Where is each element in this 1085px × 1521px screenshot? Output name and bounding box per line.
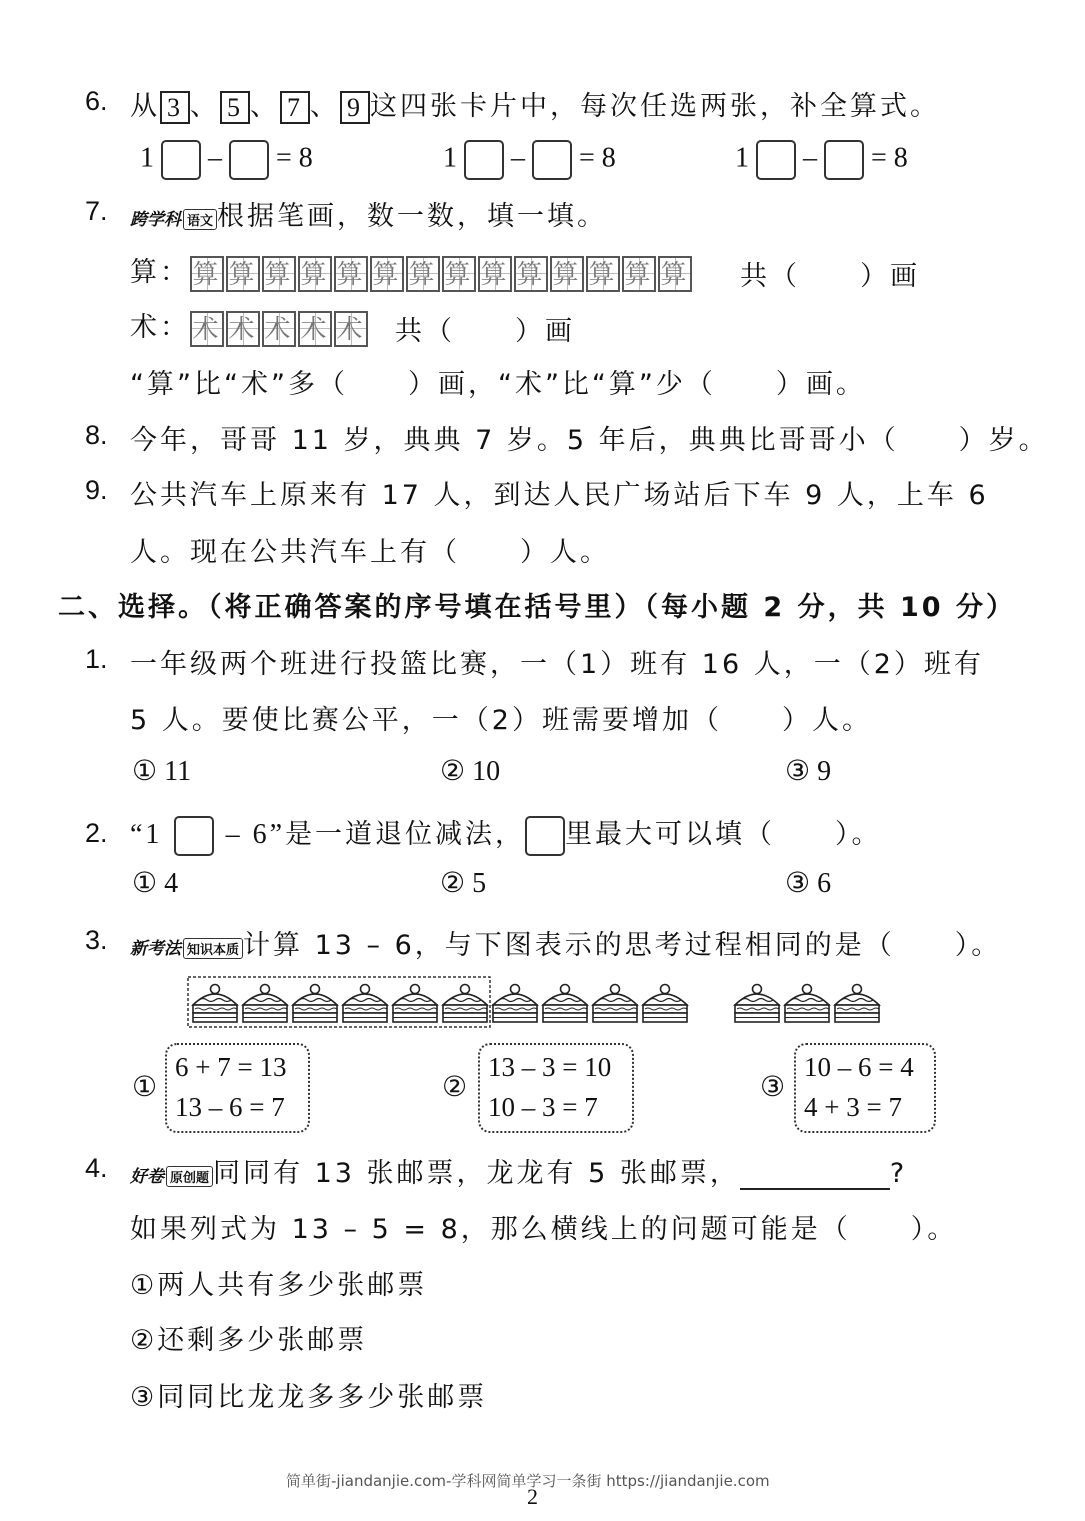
card-separator: 、 [310, 91, 340, 122]
stroke-order-box: 算 [478, 256, 512, 292]
c3-mark-3: ③ [760, 1072, 786, 1103]
card-separator: 、 [250, 91, 280, 122]
c1-option-1[interactable]: ① 11 [132, 756, 192, 787]
answer-box[interactable] [464, 140, 504, 180]
c3-number: 3. [85, 925, 108, 955]
q6-number: 6. [85, 86, 108, 116]
cake-icon [343, 985, 387, 1023]
answer-box[interactable] [229, 140, 269, 180]
watermark-text: 简单街-jiandanjie.com-学科网简单学习一条街 https://jiandanjie.com [286, 1472, 770, 1490]
option-line: 10 – 6 = 4 [804, 1052, 914, 1082]
c4-option-1[interactable]: ①两人共有多少张邮票 [130, 1270, 428, 1301]
stroke-order-box: 算 [262, 256, 296, 292]
c2-number: 2. [85, 818, 108, 848]
c4-option-2[interactable]: ②还剩多少张邮票 [130, 1325, 368, 1356]
stroke-order-box: 算 [442, 256, 476, 292]
eq-prefix: 1 [443, 142, 457, 174]
q8-text: 今年，哥哥 11 岁，典典 7 岁。5 年后，典典比哥哥小（ ）岁。 [130, 425, 1049, 456]
c2-quote-open: “1 [130, 819, 163, 850]
suan-stroke-sequence [190, 257, 694, 288]
cake-icon [735, 985, 779, 1023]
eq-prefix: 1 [140, 142, 154, 174]
section-title: 二、选择。（将正确答案的序号填在括号里）（每小题 2 分，共 10 分） [58, 592, 1016, 623]
c3-text: 计算 13 – 6，与下图表示的思考过程相同的是（ ）。 [243, 930, 1002, 961]
stroke-order-box: 术 [190, 311, 224, 347]
cake-illustration [185, 975, 885, 1030]
option-line: 4 + 3 = 7 [804, 1092, 902, 1122]
q9-number: 9. [85, 475, 108, 505]
q7-question [130, 194, 607, 233]
stroke-order-box: 算 [370, 256, 404, 292]
stroke-order-box: 算 [550, 256, 584, 292]
c2-option-1[interactable]: ① 4 [132, 868, 179, 899]
card-3: 3 [160, 91, 190, 124]
stroke-order-box: 术 [226, 311, 260, 347]
cake-icon [443, 985, 487, 1023]
c3-mark-1: ① [132, 1072, 158, 1103]
c2-text-end: 里最大可以填（ ）。 [565, 819, 882, 850]
suan-label: 算： [130, 257, 190, 288]
c1-option-3[interactable]: ③ 9 [785, 756, 832, 787]
shu-label: 术： [130, 312, 190, 343]
q6-equation-2 [443, 140, 616, 180]
c4-number: 4. [85, 1153, 108, 1183]
cake-icon [493, 985, 537, 1023]
c3-mark-2: ② [442, 1072, 468, 1103]
c3-option-1[interactable] [165, 1043, 310, 1133]
answer-blank-line[interactable] [740, 1164, 890, 1190]
answer-box[interactable] [525, 816, 565, 856]
c1-option-2[interactable]: ② 10 [440, 756, 501, 787]
stroke-order-box: 术 [262, 311, 296, 347]
c2-option-2[interactable]: ② 5 [440, 868, 487, 899]
stroke-order-box: 算 [334, 256, 368, 292]
stroke-order-box: 术 [298, 311, 332, 347]
eq-result: = 8 [579, 142, 616, 174]
cake-icon [543, 985, 587, 1023]
c4-line-2: 如果列式为 13 – 5 = 8，那么横线上的问题可能是（ ）。 [130, 1214, 958, 1245]
eq-result: = 8 [871, 142, 908, 174]
c3-option-2[interactable] [478, 1043, 634, 1133]
stroke-order-box: 算 [406, 256, 440, 292]
stroke-order-box: 算 [226, 256, 260, 292]
q9-line-1: 公共汽车上原来有 17 人，到达人民广场站后下车 9 人，上车 6 [130, 480, 989, 511]
original-question-tag: 好卷 原创题 [130, 1162, 213, 1187]
c4-question-mark: ? [889, 1158, 908, 1189]
cake-icon [293, 985, 337, 1023]
c1-number: 1. [85, 644, 108, 674]
q7-number: 7. [85, 196, 108, 226]
page-number: 2 [527, 1484, 538, 1509]
answer-box[interactable] [161, 140, 201, 180]
q7-text: 根据笔画，数一数，填一填。 [217, 201, 608, 232]
shu-count: 共（ ）画 [395, 316, 575, 347]
answer-box[interactable] [824, 140, 864, 180]
suan-row [130, 250, 694, 292]
c3-option-3[interactable] [794, 1043, 936, 1133]
subject-tag: 跨学科 语文 [130, 205, 217, 230]
stroke-order-box: 术 [334, 311, 368, 347]
q8-number: 8. [85, 420, 108, 450]
c2-quote-close: – 6” [225, 819, 286, 850]
option-line: 6 + 7 = 13 [175, 1052, 287, 1082]
q6-text-before: 从 [130, 91, 160, 122]
cake-icon [393, 985, 437, 1023]
eq-minus: – [208, 142, 222, 174]
cake-icon [785, 985, 829, 1023]
stroke-order-box: 算 [658, 256, 692, 292]
stroke-order-box: 算 [298, 256, 332, 292]
eq-minus: – [803, 142, 817, 174]
cake-icon [835, 985, 879, 1023]
stroke-order-box: 算 [622, 256, 656, 292]
card-separator: 、 [190, 91, 220, 122]
option-line: 13 – 6 = 7 [175, 1092, 285, 1122]
card-5: 5 [220, 91, 250, 124]
c1-line-2: 5 人。要使比赛公平，一（2）班需要增加（ ）人。 [130, 705, 872, 736]
option-line: 10 – 3 = 7 [488, 1092, 598, 1122]
cake-icon [643, 985, 687, 1023]
cake-icon [193, 985, 237, 1023]
suan-count: 共（ ）画 [740, 261, 920, 292]
c1-line-1: 一年级两个班进行投篮比赛，一（1）班有 16 人，一（2）班有 [130, 649, 984, 680]
answer-box[interactable] [532, 140, 572, 180]
eq-result: = 8 [276, 142, 313, 174]
c4-text: 同同有 13 张邮票，龙龙有 5 张邮票， [213, 1158, 740, 1189]
card-7: 7 [280, 91, 310, 124]
c2-text-mid: 是一道退位减法， [285, 819, 526, 850]
stroke-order-box: 算 [586, 256, 620, 292]
q9-line-2: 人。现在公共汽车上有（ ）人。 [130, 537, 610, 568]
q6-question [130, 84, 940, 124]
q7-compare: “算”比“术”多（ ）画，“术”比“算”少（ ）画。 [130, 369, 866, 400]
answer-box[interactable] [756, 140, 796, 180]
q6-text-after: 这四张卡片中，每次任选两张，补全算式。 [370, 91, 940, 122]
stroke-order-box: 算 [514, 256, 548, 292]
stroke-order-box: 算 [190, 256, 224, 292]
eq-prefix: 1 [735, 142, 749, 174]
c3-question [130, 923, 1001, 962]
c2-question [130, 812, 882, 856]
shu-stroke-sequence [190, 312, 370, 343]
option-line: 13 – 3 = 10 [488, 1052, 612, 1082]
q6-equation-3 [735, 140, 908, 180]
cake-icon [593, 985, 637, 1023]
answer-box[interactable] [174, 816, 214, 856]
c2-option-3[interactable]: ③ 6 [785, 868, 832, 899]
new-method-tag: 新考法 知识本质 [130, 934, 243, 959]
c4-option-3[interactable]: ③同同比龙龙多多少张邮票 [130, 1382, 488, 1413]
eq-minus: – [511, 142, 525, 174]
shu-row [130, 305, 370, 347]
card-9: 9 [340, 91, 370, 124]
cake-icon [243, 985, 287, 1023]
q6-equation-1 [140, 140, 313, 180]
c4-line-1 [130, 1151, 907, 1190]
